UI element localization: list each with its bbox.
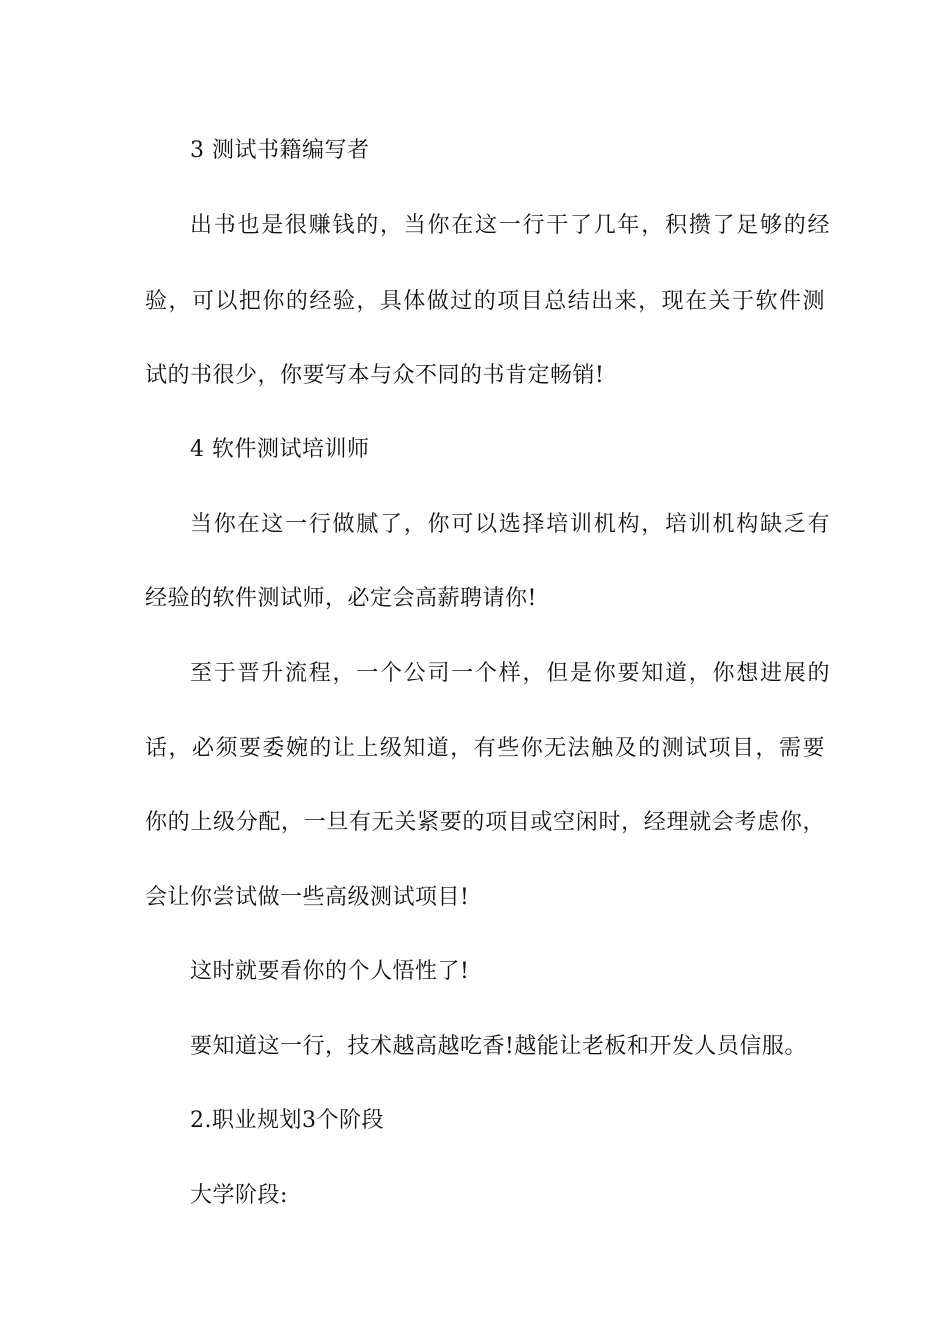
paragraph-line: 会让你尝试做一些高级测试项目! [145,885,470,910]
heading-university-stage: 大学阶段: [190,1183,288,1208]
paragraph-line: 试的书很少，你要写本与众不同的书肯定畅销! [145,363,605,388]
heading-test-trainer: 4 软件测试培训师 [190,437,370,462]
paragraph-line: 要知道这一行，技术越高越吃香!越能让老板和开发人员信服。 [190,1034,807,1059]
paragraph-line: 当你在这一行做腻了，你可以选择培训机构，培训机构缺乏有 [190,512,830,537]
paragraph-line: 验，可以把你的经验，具体做过的项目总结出来，现在关于软件测 [145,289,825,314]
paragraph-line: 出书也是很赚钱的，当你在这一行干了几年，积攒了足够的经 [190,213,830,238]
heading-career-plan-stages: 2.职业规划3个阶段 [190,1108,384,1133]
paragraph-line: 话，必须要委婉的让上级知道，有些你无法触及的测试项目，需要 [145,736,825,761]
paragraph-line: 至于晋升流程，一个公司一个样，但是你要知道，你想进展的 [190,661,830,686]
paragraph-line: 你的上级分配，一旦有无关紧要的项目或空闲时，经理就会考虑你， [145,810,825,835]
paragraph-line: 经验的软件测试师，必定会高薪聘请你! [145,586,537,611]
paragraph-line: 这时就要看你的个人悟性了! [190,959,470,984]
heading-test-book-writer: 3 测试书籍编写者 [190,138,370,163]
